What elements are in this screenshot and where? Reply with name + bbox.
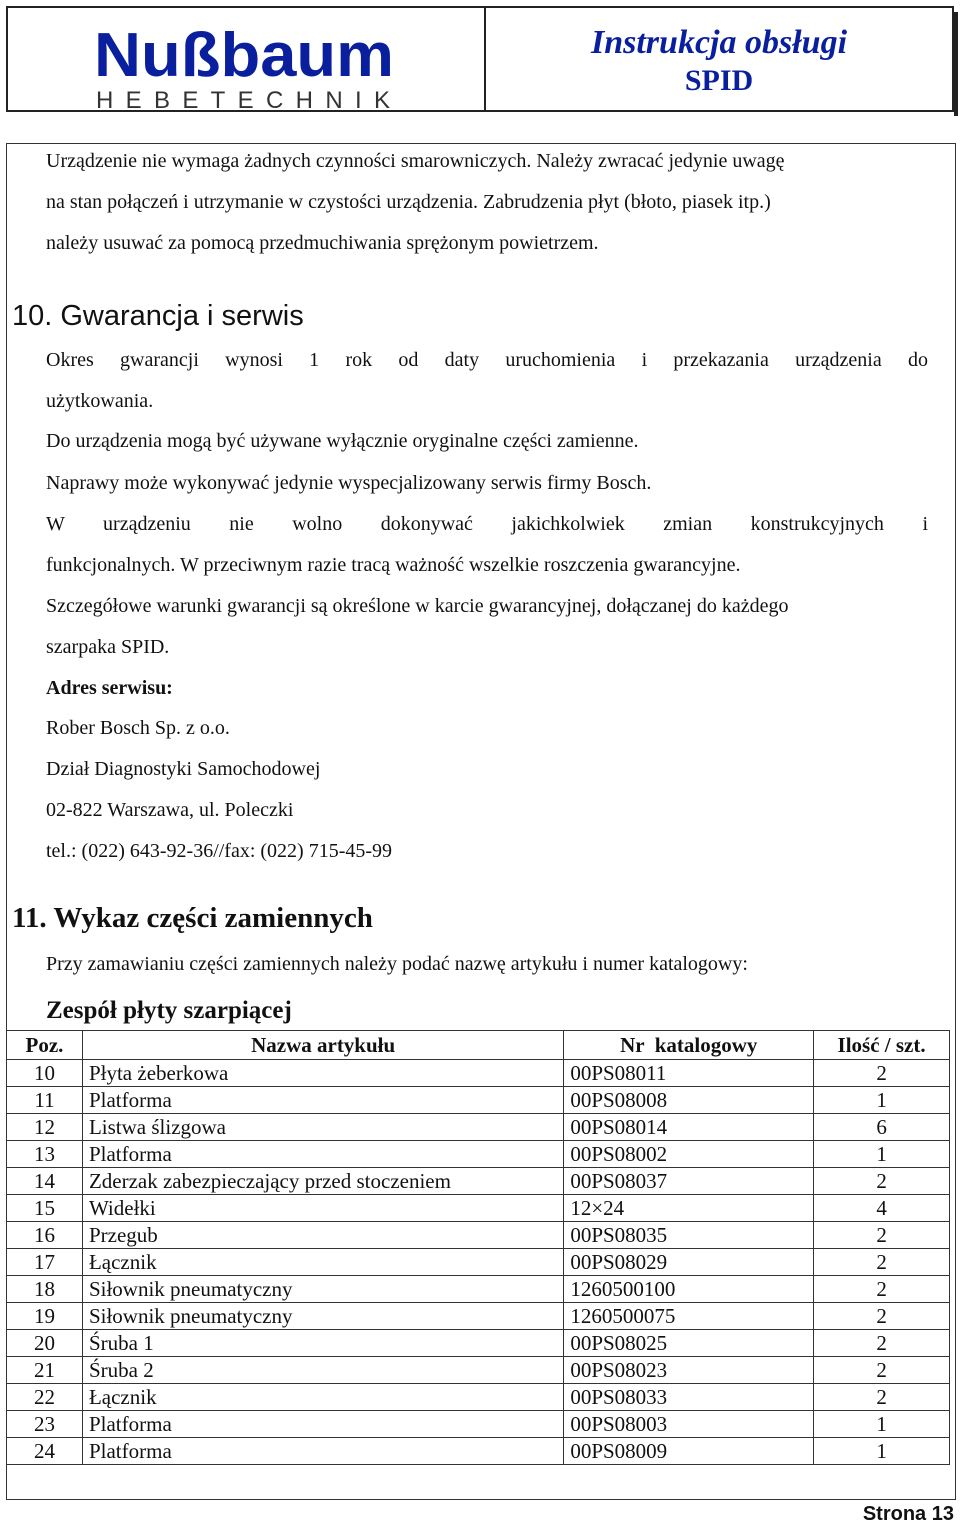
cell-poz: 18: [7, 1276, 83, 1303]
header-title-box: [486, 8, 952, 110]
cell-catalog: 00PS08033: [564, 1384, 814, 1411]
table-row: [7, 1303, 950, 1330]
cell-poz: 10: [7, 1060, 83, 1087]
cell-qty: 2: [814, 1168, 950, 1195]
cell-catalog: 00PS08035: [564, 1222, 814, 1249]
cell-qty: 2: [814, 1330, 950, 1357]
table-row: [7, 1276, 950, 1303]
table-row: [7, 1168, 950, 1195]
cell-poz: 14: [7, 1168, 83, 1195]
warranty-line-6: funkcjonalnych. W przeciwnym razie tracą ważność wszelkie roszczenia gwarancyjne.: [46, 554, 741, 576]
cell-catalog: 00PS08003: [564, 1411, 814, 1438]
cell-poz: 21: [7, 1357, 83, 1384]
col-header-name: Nazwa artykułu: [82, 1031, 563, 1060]
cell-poz: 22: [7, 1384, 83, 1411]
cell-catalog: 00PS08029: [564, 1249, 814, 1276]
cell-name: Płyta żeberkowa: [82, 1060, 563, 1087]
warranty-line-8: szarpaka SPID.: [46, 636, 170, 658]
cell-catalog: 00PS08009: [564, 1438, 814, 1465]
cell-qty: 6: [814, 1114, 950, 1141]
table-row: [7, 1384, 950, 1411]
cell-poz: 20: [7, 1330, 83, 1357]
cell-catalog: 00PS08014: [564, 1114, 814, 1141]
cell-qty: 2: [814, 1384, 950, 1411]
logo-brand: Nußbaum: [94, 21, 394, 90]
cell-name: Siłownik pneumatyczny: [82, 1276, 563, 1303]
cell-catalog: 00PS08037: [564, 1168, 814, 1195]
cell-catalog: 1260500075: [564, 1303, 814, 1330]
cell-qty: 2: [814, 1357, 950, 1384]
warranty-line-5: W urządzeniu nie wolno dokonywać jakichkolwiek zmian konstrukcyjnych i: [46, 513, 928, 535]
service-address-1: Rober Bosch Sp. z o.o.: [46, 717, 230, 739]
cell-name: Widełki: [82, 1195, 563, 1222]
table-row: [7, 1222, 950, 1249]
cell-catalog: 00PS08023: [564, 1357, 814, 1384]
spare-parts-table: [6, 1030, 950, 1465]
cell-poz: 19: [7, 1303, 83, 1330]
page-header: [6, 6, 954, 112]
cell-qty: 2: [814, 1276, 950, 1303]
service-phone-fax: tel.: (022) 643-92-36//fax: (022) 715-45-99: [46, 840, 393, 862]
warranty-line-3: Do urządzenia mogą być używane wyłącznie oryginalne części zamienne.: [46, 430, 639, 452]
table-row: [7, 1357, 950, 1384]
cell-name: Przegub: [82, 1222, 563, 1249]
table-row: [7, 1249, 950, 1276]
table-row: [7, 1411, 950, 1438]
cell-qty: 1: [814, 1438, 950, 1465]
section-11-heading: 11. Wykaz części zamiennych: [12, 902, 373, 934]
cell-qty: 4: [814, 1195, 950, 1222]
maintenance-line-1: Urządzenie nie wymaga żadnych czynności smarowniczych. Należy zwracać jedynie uwagę: [46, 150, 785, 172]
cell-catalog: 00PS08011: [564, 1060, 814, 1087]
cell-name: Platforma: [82, 1087, 563, 1114]
group-title: Zespół płyty szarpiącej: [46, 997, 292, 1024]
cell-qty: 1: [814, 1411, 950, 1438]
cell-poz: 12: [7, 1114, 83, 1141]
col-header-qty: Ilość / szt.: [814, 1031, 950, 1060]
spare-parts-intro: Przy zamawianiu części zamiennych należy podać nazwę artykułu i numer katalogowy:: [46, 953, 748, 975]
cell-poz: 16: [7, 1222, 83, 1249]
cell-qty: 1: [814, 1087, 950, 1114]
cell-name: Łącznik: [82, 1384, 563, 1411]
cell-name: Zderzak zabezpieczający przed stoczeniem: [82, 1168, 563, 1195]
cell-name: Śruba 2: [82, 1357, 563, 1384]
cell-catalog: 00PS08025: [564, 1330, 814, 1357]
page-number: Strona 13: [862, 1503, 954, 1525]
warranty-line-1: Okres gwarancji wynosi 1 rok od daty uruchomienia i przekazania urządzenia do: [46, 349, 928, 371]
document-title: Instrukcja obsługi: [590, 24, 848, 61]
table-row: [7, 1438, 950, 1465]
cell-qty: 2: [814, 1222, 950, 1249]
service-address-2: Dział Diagnostyki Samochodowej: [46, 758, 321, 780]
cell-name: Siłownik pneumatyczny: [82, 1303, 563, 1330]
service-address-label: Adres serwisu:: [46, 677, 173, 699]
cell-poz: 11: [7, 1087, 83, 1114]
cell-poz: 23: [7, 1411, 83, 1438]
warranty-line-7: Szczegółowe warunki gwarancji są określone w karcie gwarancyjnej, dołączanej do każdego: [46, 595, 789, 617]
table-row: [7, 1087, 950, 1114]
product-name: SPID: [684, 64, 754, 97]
nussbaum-logo: [90, 18, 400, 114]
cell-name: Listwa ślizgowa: [82, 1114, 563, 1141]
cell-name: Platforma: [82, 1438, 563, 1465]
service-address-3: 02-822 Warszawa, ul. Poleczki: [46, 799, 294, 821]
table-row: [7, 1195, 950, 1222]
table-row: [7, 1114, 950, 1141]
cell-catalog: 1260500100: [564, 1276, 814, 1303]
cell-qty: 1: [814, 1141, 950, 1168]
cell-name: Śruba 1: [82, 1330, 563, 1357]
cell-catalog: 12×24: [564, 1195, 814, 1222]
cell-poz: 15: [7, 1195, 83, 1222]
cell-name: Łącznik: [82, 1249, 563, 1276]
table-row: [7, 1060, 950, 1087]
cell-catalog: 00PS08002: [564, 1141, 814, 1168]
cell-poz: 24: [7, 1438, 83, 1465]
warranty-line-4: Naprawy może wykonywać jedynie wyspecjalizowany serwis firmy Bosch.: [46, 472, 652, 494]
cell-poz: 17: [7, 1249, 83, 1276]
header-shadow: [954, 12, 958, 116]
col-header-poz: Poz.: [7, 1031, 83, 1060]
section-10-heading: 10. Gwarancja i serwis: [12, 300, 304, 332]
cell-name: Platforma: [82, 1141, 563, 1168]
cell-qty: 2: [814, 1060, 950, 1087]
warranty-line-2: użytkowania.: [46, 390, 154, 412]
maintenance-line-3: należy usuwać za pomocą przedmuchiwania sprężonym powietrzem.: [46, 232, 599, 254]
table-row: [7, 1141, 950, 1168]
cell-qty: 2: [814, 1249, 950, 1276]
table-row: [7, 1330, 950, 1357]
col-header-catalog: Nr katalogowy: [564, 1031, 814, 1060]
logo-subtitle: HEBETECHNIK: [96, 87, 390, 114]
cell-catalog: 00PS08008: [564, 1087, 814, 1114]
cell-qty: 2: [814, 1303, 950, 1330]
maintenance-line-2: na stan połączeń i utrzymanie w czystości urządzenia. Zabrudzenia płyt (błoto, piasek itp.): [46, 191, 771, 213]
table-header-row: [7, 1031, 950, 1060]
cell-name: Platforma: [82, 1411, 563, 1438]
cell-poz: 13: [7, 1141, 83, 1168]
